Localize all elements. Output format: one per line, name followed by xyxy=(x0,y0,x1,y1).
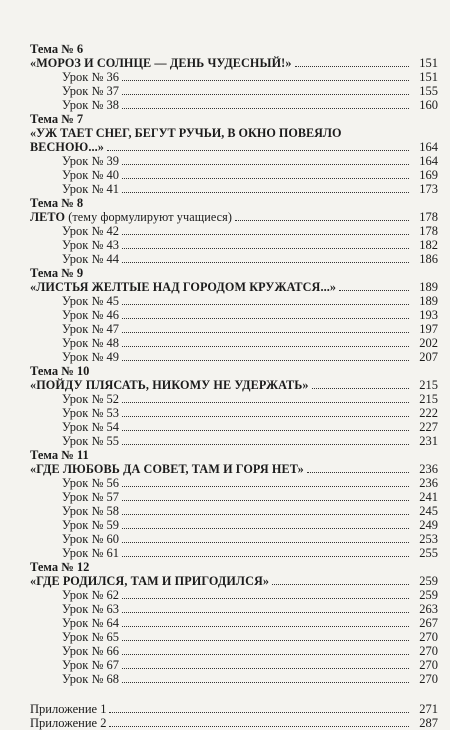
lesson-row xyxy=(30,644,438,658)
appendix-label: Приложение 1 xyxy=(30,702,107,716)
page-number: 270 xyxy=(419,644,438,658)
lesson-label: Урок № 64 xyxy=(62,616,120,630)
theme-title-row xyxy=(30,140,438,154)
lesson-row xyxy=(30,70,438,84)
lesson-row xyxy=(30,546,438,560)
page-number: 189 xyxy=(419,280,438,294)
lesson-row xyxy=(30,420,438,434)
lesson-label: Урок № 40 xyxy=(62,168,120,182)
page-number: 270 xyxy=(419,672,438,686)
lesson-label: Урок № 57 xyxy=(62,490,120,504)
theme-label: Тема № 8 xyxy=(30,196,84,210)
lesson-label: Урок № 42 xyxy=(62,224,120,238)
theme-title-note: (тему формулируют учащиеся) xyxy=(65,210,232,224)
theme-7 xyxy=(30,112,438,196)
leader-dots xyxy=(122,430,409,431)
lesson-row xyxy=(30,224,438,238)
leader-dots xyxy=(122,346,409,347)
leader-dots xyxy=(122,542,409,543)
page-number: 160 xyxy=(419,98,438,112)
lesson-label: Урок № 63 xyxy=(62,602,120,616)
lesson-label: Урок № 41 xyxy=(62,182,120,196)
leader-dots xyxy=(122,612,409,613)
leader-dots xyxy=(122,360,409,361)
lesson-row xyxy=(30,504,438,518)
lesson-label: Урок № 68 xyxy=(62,672,120,686)
leader-dots xyxy=(107,150,409,151)
leader-dots xyxy=(122,108,409,109)
appendix-list xyxy=(30,702,438,730)
page-number: 173 xyxy=(419,182,438,196)
leader-dots xyxy=(122,262,409,263)
theme-10 xyxy=(30,364,438,448)
page-number: 241 xyxy=(419,490,438,504)
page-number: 222 xyxy=(419,406,438,420)
lesson-row xyxy=(30,406,438,420)
lesson-label: Урок № 36 xyxy=(62,70,120,84)
page-number: 197 xyxy=(419,322,438,336)
theme-9 xyxy=(30,266,438,364)
leader-dots xyxy=(122,164,409,165)
lesson-label: Урок № 46 xyxy=(62,308,120,322)
theme-title-row xyxy=(30,56,438,70)
lesson-label: Урок № 66 xyxy=(62,644,120,658)
lesson-label: Урок № 67 xyxy=(62,658,120,672)
leader-dots xyxy=(122,682,409,683)
lesson-row xyxy=(30,182,438,196)
page-number: 236 xyxy=(419,462,438,476)
page-number: 178 xyxy=(419,210,438,224)
lesson-row xyxy=(30,392,438,406)
lesson-row xyxy=(30,168,438,182)
theme-title-line-2: ВЕСНОЮ...» xyxy=(30,140,104,154)
lesson-row xyxy=(30,672,438,686)
theme-title: «ПОЙДУ ПЛЯСАТЬ, НИКОМУ НЕ УДЕРЖАТЬ» xyxy=(30,378,309,392)
lesson-label: Урок № 62 xyxy=(62,588,120,602)
page-number: 236 xyxy=(419,476,438,490)
theme-title-row xyxy=(30,574,438,588)
page-number: 259 xyxy=(419,588,438,602)
theme-label: Тема № 10 xyxy=(30,364,90,378)
page-number: 182 xyxy=(419,238,438,252)
lesson-row xyxy=(30,294,438,308)
theme-label: Тема № 12 xyxy=(30,560,90,574)
theme-title: «ЛИСТЬЯ ЖЕЛТЫЕ НАД ГОРОДОМ КРУЖАТСЯ...» xyxy=(30,280,337,294)
page-number: 267 xyxy=(419,616,438,630)
theme-title-main: ЛЕТО xyxy=(30,210,66,224)
theme-title-row xyxy=(30,462,438,476)
page-number: 255 xyxy=(419,546,438,560)
lesson-label: Урок № 38 xyxy=(62,98,120,112)
appendix-row xyxy=(30,716,438,730)
page-number: 178 xyxy=(419,224,438,238)
lesson-label: Урок № 39 xyxy=(62,154,120,168)
page-number: 231 xyxy=(419,434,438,448)
theme-title-row xyxy=(30,210,438,224)
page-number: 245 xyxy=(419,504,438,518)
page-number: 259 xyxy=(419,574,438,588)
page-number: 189 xyxy=(419,294,438,308)
page-number: 164 xyxy=(419,154,438,168)
theme-label: Тема № 9 xyxy=(30,266,84,280)
theme-label: Тема № 7 xyxy=(30,112,84,126)
theme-11 xyxy=(30,448,438,560)
page-number: 215 xyxy=(419,378,438,392)
page-number: 169 xyxy=(419,168,438,182)
leader-dots xyxy=(122,248,409,249)
theme-label: Тема № 6 xyxy=(30,42,84,56)
page-number: 287 xyxy=(419,716,438,730)
lesson-label: Урок № 65 xyxy=(62,630,120,644)
lesson-row xyxy=(30,434,438,448)
lesson-row xyxy=(30,616,438,630)
leader-dots xyxy=(122,318,409,319)
lesson-row xyxy=(30,658,438,672)
page-number: 263 xyxy=(419,602,438,616)
lesson-label: Урок № 54 xyxy=(62,420,120,434)
leader-dots xyxy=(122,514,409,515)
lesson-label: Урок № 37 xyxy=(62,84,120,98)
lesson-label: Урок № 59 xyxy=(62,518,120,532)
lesson-label: Урок № 61 xyxy=(62,546,120,560)
lesson-label: Урок № 55 xyxy=(62,434,120,448)
leader-dots xyxy=(122,556,409,557)
leader-dots xyxy=(109,726,409,727)
appendix-label: Приложение 2 xyxy=(30,716,107,730)
lesson-row xyxy=(30,98,438,112)
leader-dots xyxy=(122,304,409,305)
lesson-label: Урок № 45 xyxy=(62,294,120,308)
theme-title: «ГДЕ РОДИЛСЯ, ТАМ И ПРИГОДИЛСЯ» xyxy=(30,574,270,588)
lesson-label: Урок № 52 xyxy=(62,392,120,406)
lesson-row xyxy=(30,154,438,168)
lesson-row xyxy=(30,252,438,266)
leader-dots xyxy=(122,668,409,669)
leader-dots xyxy=(122,528,409,529)
leader-dots xyxy=(122,654,409,655)
page-number: 270 xyxy=(419,630,438,644)
lesson-row xyxy=(30,308,438,322)
leader-dots xyxy=(122,402,409,403)
page-number: 186 xyxy=(419,252,438,266)
theme-12 xyxy=(30,560,438,686)
lesson-label: Урок № 60 xyxy=(62,532,120,546)
page-number: 253 xyxy=(419,532,438,546)
lesson-row xyxy=(30,238,438,252)
page-number: 151 xyxy=(419,56,438,70)
page-number: 151 xyxy=(419,70,438,84)
page-number: 202 xyxy=(419,336,438,350)
leader-dots xyxy=(122,80,409,81)
page-number: 193 xyxy=(419,308,438,322)
leader-dots xyxy=(272,584,409,585)
page-number: 215 xyxy=(419,392,438,406)
lesson-row xyxy=(30,322,438,336)
page-number: 271 xyxy=(419,702,438,716)
lesson-row xyxy=(30,490,438,504)
lesson-row xyxy=(30,630,438,644)
lesson-row xyxy=(30,588,438,602)
leader-dots xyxy=(122,192,409,193)
lesson-label: Урок № 53 xyxy=(62,406,120,420)
leader-dots xyxy=(295,66,409,67)
page-number: 270 xyxy=(419,658,438,672)
theme-8 xyxy=(30,196,438,266)
leader-dots xyxy=(122,626,409,627)
leader-dots xyxy=(122,598,409,599)
theme-title-row xyxy=(30,378,438,392)
lesson-label: Урок № 43 xyxy=(62,238,120,252)
leader-dots xyxy=(122,234,409,235)
leader-dots xyxy=(122,332,409,333)
leader-dots xyxy=(122,94,409,95)
lesson-label: Урок № 47 xyxy=(62,322,120,336)
leader-dots xyxy=(122,486,409,487)
theme-title-line-1: «УЖ ТАЕТ СНЕГ, БЕГУТ РУЧЬИ, В ОКНО ПОВЕЯЛО xyxy=(30,126,342,140)
leader-dots xyxy=(235,220,409,221)
leader-dots xyxy=(122,416,409,417)
theme-6 xyxy=(30,42,438,112)
leader-dots xyxy=(122,444,409,445)
page-number: 207 xyxy=(419,350,438,364)
theme-title: «ГДЕ ЛЮБОВЬ ДА СОВЕТ, ТАМ И ГОРЯ НЕТ» xyxy=(30,462,304,476)
lesson-row xyxy=(30,532,438,546)
leader-dots xyxy=(312,388,409,389)
lesson-row xyxy=(30,476,438,490)
leader-dots xyxy=(109,712,409,713)
theme-label: Тема № 11 xyxy=(30,448,89,462)
lesson-label: Урок № 56 xyxy=(62,476,120,490)
lesson-row xyxy=(30,518,438,532)
lesson-label: Урок № 48 xyxy=(62,336,120,350)
lesson-row xyxy=(30,84,438,98)
page-number: 164 xyxy=(419,140,438,154)
lesson-row xyxy=(30,350,438,364)
lesson-label: Урок № 58 xyxy=(62,504,120,518)
lesson-row xyxy=(30,336,438,350)
theme-title: «МОРОЗ И СОЛНЦЕ — ДЕНЬ ЧУДЕСНЫЙ!» xyxy=(30,56,292,70)
lesson-label: Урок № 49 xyxy=(62,350,120,364)
lesson-label: Урок № 44 xyxy=(62,252,120,266)
appendix-row xyxy=(30,702,438,716)
leader-dots xyxy=(122,500,409,501)
leader-dots xyxy=(339,290,409,291)
leader-dots xyxy=(122,640,409,641)
leader-dots xyxy=(122,178,409,179)
lesson-row xyxy=(30,602,438,616)
page-number: 227 xyxy=(419,420,438,434)
page-number: 155 xyxy=(419,84,438,98)
page-number: 249 xyxy=(419,518,438,532)
theme-title-row xyxy=(30,280,438,294)
leader-dots xyxy=(307,472,409,473)
theme-title xyxy=(30,210,232,224)
